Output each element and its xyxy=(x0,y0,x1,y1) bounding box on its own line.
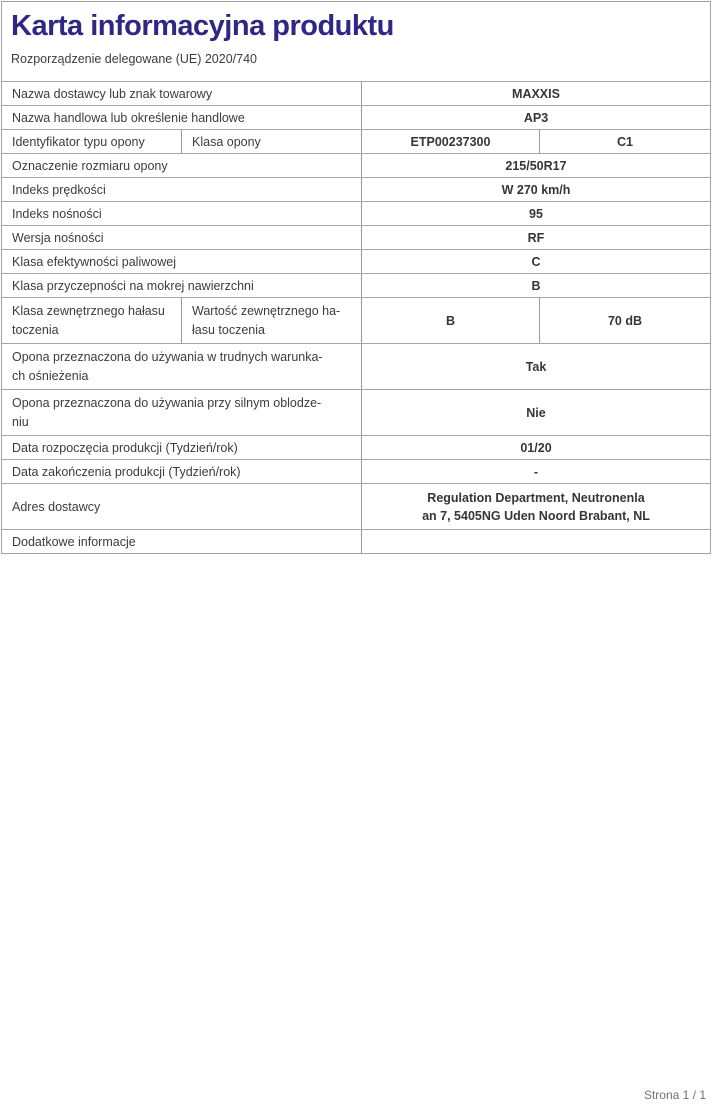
row-fuel-class xyxy=(2,249,710,273)
row-value: 95 xyxy=(529,206,543,221)
row-snow-tyre xyxy=(2,343,710,389)
row-label: Identyfikator typu opony xyxy=(2,130,182,153)
row-value: C xyxy=(531,254,541,269)
row-value: W 270 km/h xyxy=(501,182,571,197)
row-ice-tyre xyxy=(2,389,710,435)
row-value: Tak xyxy=(525,359,547,374)
row-label: Opona przeznaczona do używania w trudnych warunka- ch ośnieżenia xyxy=(2,344,362,389)
row-supplier xyxy=(2,81,710,105)
row-label: Klasa efektywności paliwowej xyxy=(2,250,362,273)
product-table xyxy=(2,81,710,553)
row-production-start xyxy=(2,435,710,459)
row-label: Data rozpoczęcia produkcji (Tydzień/rok) xyxy=(2,436,362,459)
row-value-secondary: 70 dB xyxy=(607,313,643,328)
row-speed-index xyxy=(2,177,710,201)
row-label: Indeks nośności xyxy=(2,202,362,225)
row-load-index xyxy=(2,201,710,225)
row-load-version xyxy=(2,225,710,249)
row-value: B xyxy=(362,298,540,343)
row-size xyxy=(2,153,710,177)
row-label: Wersja nośności xyxy=(2,226,362,249)
row-additional-info xyxy=(2,529,710,553)
row-value: MAXXIS xyxy=(512,86,560,101)
row-value-secondary: C1 xyxy=(617,134,633,149)
row-value: B xyxy=(531,278,541,293)
row-label: Opona przeznaczona do używania przy silnym oblodze- niu xyxy=(2,390,362,435)
row-label-secondary: Klasa opony xyxy=(182,130,362,153)
row-label-secondary: Wartość zewnętrznego ha- łasu toczenia xyxy=(182,298,362,343)
row-value: 01/20 xyxy=(520,440,552,455)
row-label: Adres dostawcy xyxy=(2,484,362,529)
row-value: 215/50R17 xyxy=(505,158,567,173)
row-label: Klasa zewnętrznego hałasu toczenia xyxy=(2,298,182,343)
row-value xyxy=(362,530,710,553)
row-label: Data zakończenia produkcji (Tydzień/rok) xyxy=(2,460,362,483)
row-label: Nazwa dostawcy lub znak towarowy xyxy=(2,82,362,105)
row-label: Oznaczenie rozmiaru opony xyxy=(2,154,362,177)
row-label: Indeks prędkości xyxy=(2,178,362,201)
row-value: ETP00237300 xyxy=(362,130,540,153)
row-noise xyxy=(2,297,710,343)
row-type-id xyxy=(2,129,710,153)
row-supplier-address xyxy=(2,483,710,529)
row-label: Nazwa handlowa lub określenie handlowe xyxy=(2,106,362,129)
row-value: AP3 xyxy=(523,110,549,125)
regulation-subtitle: Rozporządzenie delegowane (UE) 2020/740 xyxy=(11,52,257,66)
row-value: Regulation Department, Neutronenla an 7, 5405NG Uden Noord Brabant, NL xyxy=(422,490,650,523)
row-production-end xyxy=(2,459,710,483)
row-label: Dodatkowe informacje xyxy=(2,530,362,553)
row-value: Nie xyxy=(526,405,546,420)
row-wet-grip xyxy=(2,273,710,297)
row-value: RF xyxy=(527,230,545,245)
sheet-header xyxy=(2,2,710,81)
page-number: Strona 1 / 1 xyxy=(643,1088,706,1102)
row-label: Klasa przyczepności na mokrej nawierzchni xyxy=(2,274,362,297)
row-trade-name xyxy=(2,105,710,129)
row-value: - xyxy=(533,464,539,479)
page-title: Karta informacyjna produktu xyxy=(11,10,394,42)
product-information-sheet xyxy=(1,1,711,554)
